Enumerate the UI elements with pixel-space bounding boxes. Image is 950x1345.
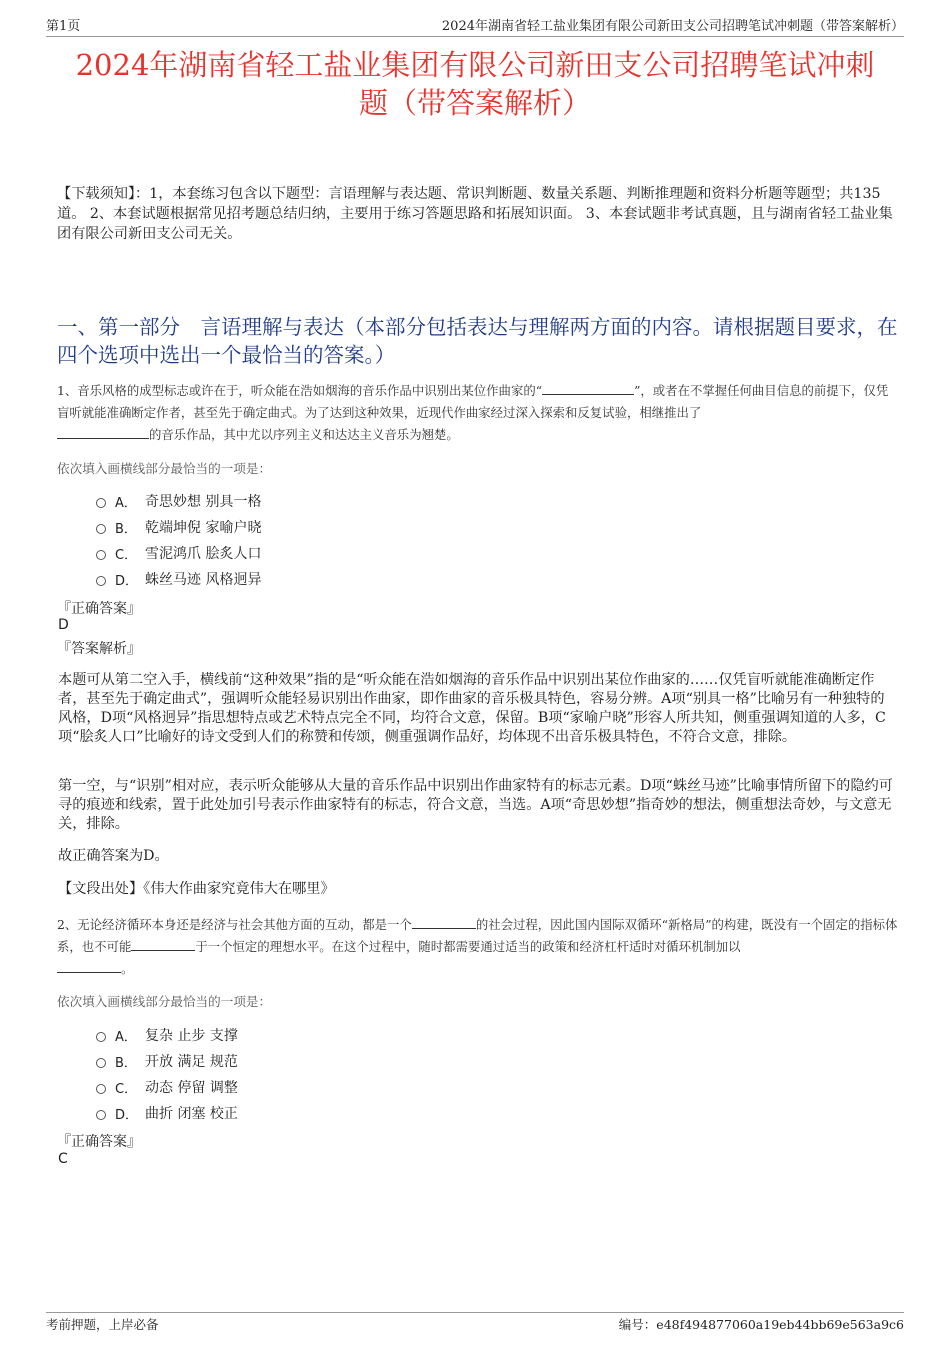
question-1-source: 【文段出处】《伟大作曲家究竟伟大在哪里》 bbox=[58, 881, 335, 897]
section-heading: 一、第一部分 言语理解与表达（本部分包括表达与理解两方面的内容。请根据题目要求，在四个选项中选出一个最恰当的答案。） bbox=[57, 315, 898, 367]
download-notice: 【下载须知】：1，本套练习包含以下题型：言语理解与表达题、常识判断题、数量关系题、判断推理题和资料分析题等题型；共135道。 2、本套试题根据常见招考题总结归纳，主要用于练习答题思路和拓展知识面。 3、本套试题非考试真题，且与湖南省轻工盐业集团有限公司新田支公司无关。 bbox=[57, 186, 893, 242]
question-1-blank-1 bbox=[542, 380, 634, 395]
option-text: 乾端坤倪 家喻户晓 bbox=[145, 520, 262, 536]
question-2-prompt: 依次填入画横线部分最恰当的一项是： bbox=[57, 994, 272, 1009]
question-1-answer-label: 『正确答案』 bbox=[57, 601, 141, 617]
option-letter: C． bbox=[115, 1081, 138, 1097]
radio-icon[interactable] bbox=[96, 1084, 106, 1094]
question-1-blank-2 bbox=[57, 424, 149, 439]
footer-slogan: 考前押题，上岸必备 bbox=[46, 1317, 159, 1332]
question-2-blank-2 bbox=[131, 936, 195, 951]
option-text: 雪泥鸿爪 脍炙人口 bbox=[145, 546, 262, 562]
question-2-answer: C bbox=[58, 1151, 68, 1167]
question-2-option-d[interactable] bbox=[96, 1100, 238, 1126]
option-letter: A． bbox=[115, 495, 137, 511]
question-1-stem-part-b: ”，或者在不掌握任何曲目信息的前提下，仅凭盲听就能准确断定作者，甚至先于确定曲式。为了达到这种效果，近现代作曲家经过深入探索和反复试验，相继推出了 bbox=[57, 383, 889, 420]
question-2-stem-part-c: 于一个恒定的理想水平。在这个过程中，随时都需要通过适当的政策和经济杠杆适时对循环机制加以 bbox=[195, 939, 741, 954]
question-2-stem-part-d: 。 bbox=[121, 961, 134, 976]
header-doc-title: 2024年湖南省轻工盐业集团有限公司新田支公司招聘笔试冲刺题（带答案解析） bbox=[441, 19, 904, 34]
document-title-line-1: 2024年湖南省轻工盐业集团有限公司新田支公司招聘笔试冲刺 bbox=[75, 48, 875, 82]
option-text: 奇思妙想 别具一格 bbox=[145, 494, 262, 510]
question-1-prompt: 依次填入画横线部分最恰当的一项是： bbox=[57, 461, 272, 476]
option-letter: D． bbox=[115, 573, 139, 589]
question-2-stem-part-a: 2、无论经济循环本身还是经济与社会其他方面的互动，都是一个 bbox=[57, 917, 412, 932]
page-footer bbox=[46, 1312, 904, 1333]
question-1-stem-part-a: 1、音乐风格的成型标志或许在于，听众能在浩如烟海的音乐作品中识别出某位作曲家的“ bbox=[57, 383, 543, 398]
question-1-options bbox=[96, 488, 261, 592]
radio-icon[interactable] bbox=[96, 498, 106, 508]
option-text: 曲折 闭塞 校正 bbox=[145, 1106, 238, 1122]
question-2-option-a[interactable] bbox=[96, 1022, 238, 1048]
question-1-analysis-paragraph-2: 第一空，与“识别”相对应，表示听众能够从大量的音乐作品中识别出作曲家特有的标志元素。D项“蛛丝马迹”比喻事情所留下的隐约可寻的痕迹和线索，置于此处加引号表示作曲家特有的标志，符合文意，当选。A项“奇思妙想”指奇妙的想法，侧重想法奇妙，与文意无关，排除。 bbox=[58, 778, 893, 832]
question-2-stem bbox=[57, 914, 898, 980]
question-1-analysis-paragraph-1: 本题可从第二空入手，横线前“这种效果”指的是“听众能在浩如烟海的音乐作品中识别出某位作曲家的……仅凭盲听就能准确断定作者，甚至先于确定曲式”，强调听众能轻易识别出作曲家，即作曲家的音乐极具特色，容易分辨。A项“别具一格”比喻另有一种独特的风格，D项“风格迥异”指思想特点或艺术特点完全不同，均符合文意，保留。B项“家喻户晓”形容人所共知，侧重强调知道的人多，C项“脍炙人口”比喻好的诗文受到人们的称赞和传颂，侧重强调作品好，均体现不出音乐极具特色，不符合文意，排除。 bbox=[58, 672, 886, 745]
option-text: 复杂 止步 支撑 bbox=[145, 1028, 238, 1044]
radio-icon[interactable] bbox=[96, 1058, 106, 1068]
question-2-blank-3 bbox=[57, 958, 121, 973]
question-1-analysis-label: 『答案解析』 bbox=[57, 641, 141, 657]
document-title-line-2: 题（带答案解析） bbox=[358, 86, 591, 120]
page-header bbox=[46, 14, 904, 37]
question-1-option-b[interactable] bbox=[96, 514, 261, 540]
document-title bbox=[40, 46, 910, 122]
option-text: 开放 满足 规范 bbox=[145, 1054, 238, 1070]
question-2-option-c[interactable] bbox=[96, 1074, 238, 1100]
option-letter: A． bbox=[115, 1029, 137, 1045]
radio-icon[interactable] bbox=[96, 1032, 106, 1042]
question-2-blank-1 bbox=[412, 914, 476, 929]
option-letter: B． bbox=[115, 1055, 137, 1071]
option-text: 动态 停留 调整 bbox=[145, 1080, 238, 1096]
radio-icon[interactable] bbox=[96, 1110, 106, 1120]
question-2-answer-label: 『正确答案』 bbox=[57, 1134, 141, 1150]
option-letter: D． bbox=[115, 1107, 139, 1123]
question-1-answer: D bbox=[58, 617, 69, 633]
question-2-stem-part-b: 的社会过程，因此国内国际双循环“新格局”的构建，既没有一个固定的指标体系，也不可能 bbox=[57, 917, 898, 954]
radio-icon[interactable] bbox=[96, 576, 106, 586]
question-2-option-b[interactable] bbox=[96, 1048, 238, 1074]
question-2-options bbox=[96, 1022, 238, 1126]
question-1-stem bbox=[57, 380, 898, 446]
question-1-conclusion: 故正确答案为D。 bbox=[58, 848, 169, 864]
radio-icon[interactable] bbox=[96, 550, 106, 560]
radio-icon[interactable] bbox=[96, 524, 106, 534]
question-1-option-c[interactable] bbox=[96, 540, 261, 566]
question-1-option-a[interactable] bbox=[96, 488, 261, 514]
question-1-stem-part-c: 的音乐作品，其中尤以序列主义和达达主义音乐为翘楚。 bbox=[149, 427, 459, 442]
footer-serial-number: 编号：e48f494877060a19eb44bb69e563a9c6 bbox=[618, 1317, 904, 1332]
question-1-option-d[interactable] bbox=[96, 566, 261, 592]
option-text: 蛛丝马迹 风格迥异 bbox=[145, 572, 262, 588]
option-letter: C． bbox=[115, 547, 138, 563]
option-letter: B． bbox=[115, 521, 137, 537]
page-number: 第1页 bbox=[46, 19, 81, 34]
